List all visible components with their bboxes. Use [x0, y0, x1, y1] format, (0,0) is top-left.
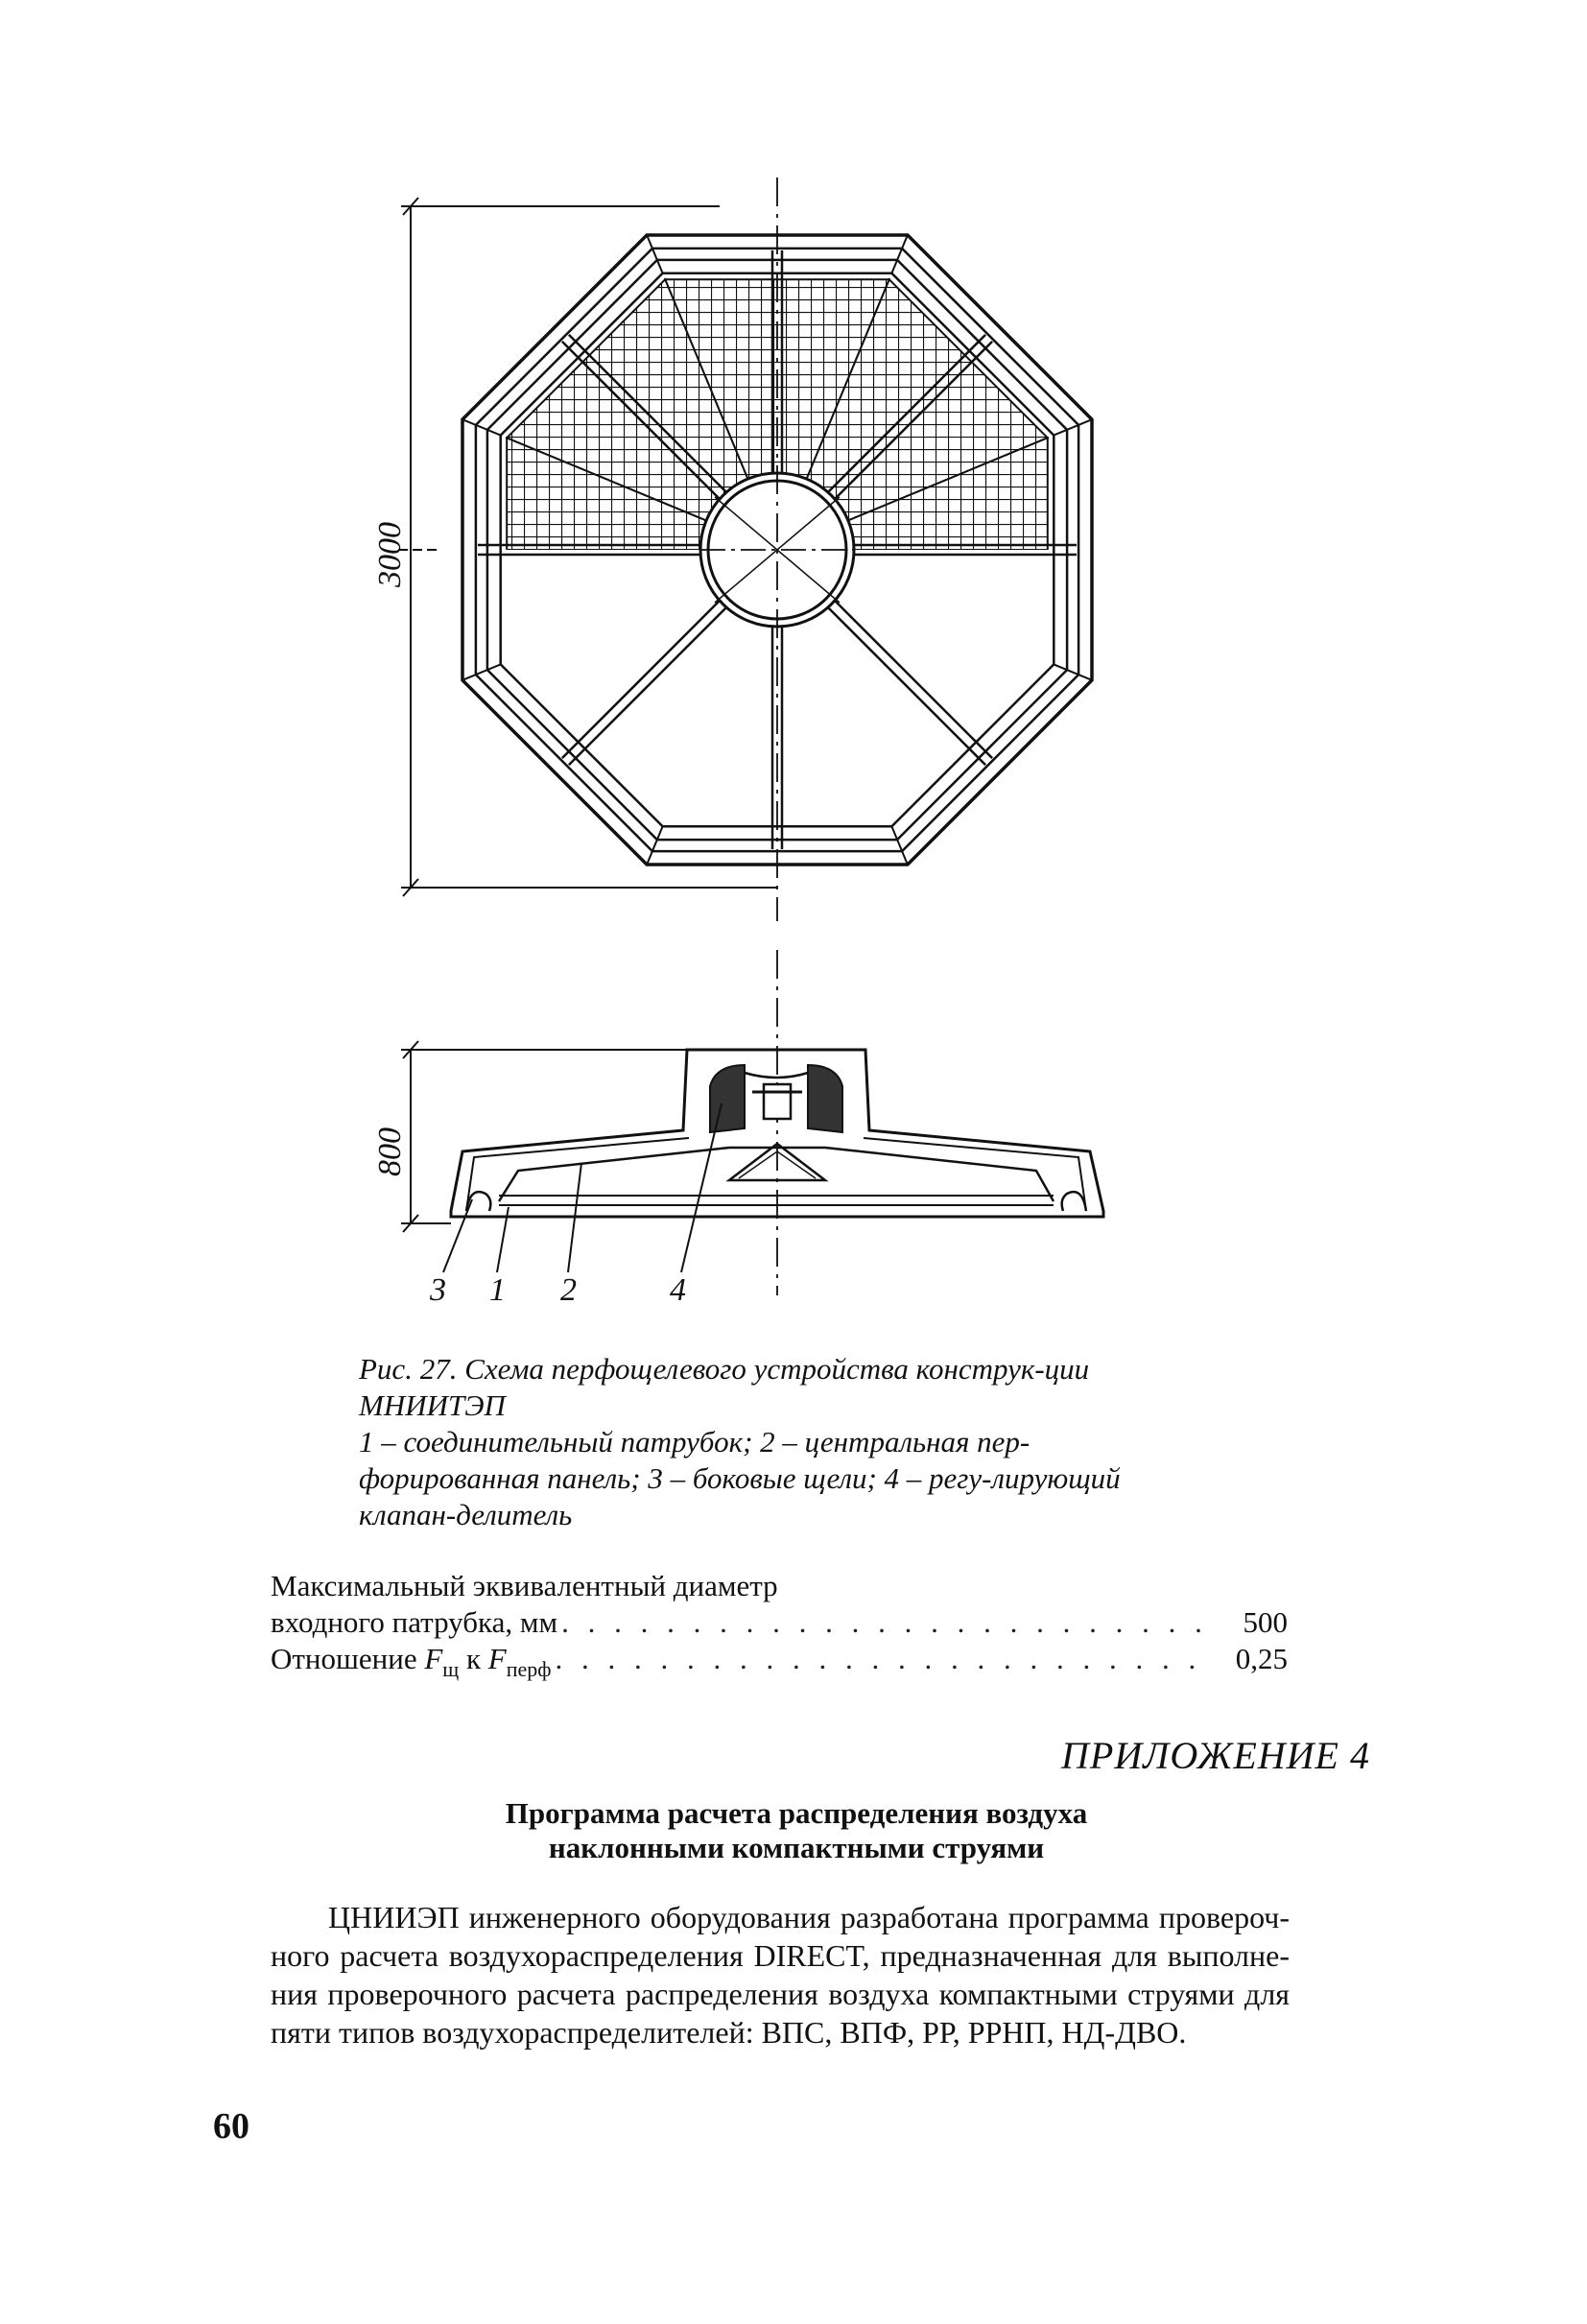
callout-3: 3	[430, 1272, 446, 1308]
leader-dots	[561, 1604, 1217, 1641]
program-title	[288, 1796, 1305, 1865]
body-text: ЦНИИЭП инженерного оборудования разработана программа провероч-ного расчета воздухораспределения DIRECT, предназначенная для выполне-ния проверочного расчета распределения воздуха компактными струями для пяти типов воздухораспределителей: ВПС, ВПФ, РР, РРНП, НД-ДВО.	[271, 1900, 1290, 2050]
ratio-prefix: Отношение	[271, 1642, 417, 1675]
callout-1: 1	[489, 1272, 506, 1308]
appendix-heading: ПРИЛОЖЕНИЕ 4	[1061, 1734, 1370, 1777]
param-diameter-label: входного патрубка, мм	[271, 1605, 558, 1639]
nozzle-wall-right	[808, 1065, 842, 1132]
nozzle-throat	[745, 1073, 808, 1078]
param-line-3	[271, 1641, 1288, 1688]
ratio-sub1: щ	[442, 1657, 460, 1681]
ratio-sub2: перф	[506, 1657, 552, 1681]
radial-rib	[562, 600, 721, 758]
figure-caption	[359, 1351, 1203, 1533]
dimension-3000: 3000	[372, 522, 408, 587]
mesh-panel	[507, 579, 748, 820]
param-ratio-label	[271, 1641, 552, 1688]
section-inner-contour	[466, 1138, 1086, 1211]
leader-4	[681, 1103, 722, 1272]
plan-view	[462, 178, 1092, 921]
param-ratio-value: 0,25	[1235, 1642, 1288, 1675]
side-slot-left	[466, 1192, 490, 1211]
callout-2: 2	[560, 1272, 577, 1308]
ratio-f2: F	[487, 1642, 507, 1675]
mesh-panel	[806, 579, 1048, 820]
body-paragraph	[271, 1898, 1290, 2051]
program-title-line-1: Программа расчета распределения воздуха	[505, 1796, 1088, 1830]
perforated-panel	[499, 1148, 1054, 1201]
param-line-2	[271, 1604, 1288, 1641]
dimension-800: 800	[372, 1127, 408, 1176]
side-slot-right	[1062, 1192, 1086, 1211]
page-number: 60	[213, 2106, 249, 2146]
ratio-f1: F	[424, 1642, 443, 1675]
param-line-1	[271, 1568, 1288, 1604]
radial-rib	[827, 606, 985, 765]
section-view	[451, 950, 1103, 1295]
nozzle-wall-left	[710, 1065, 745, 1132]
leader-dots	[556, 1641, 1217, 1677]
radial-rib	[834, 600, 992, 758]
caption-legend: 1 – соединительный патрубок; 2 – центральная пер-форированная панель; 3 – боковые щели; 4 – регу-лирующий клапан-делитель	[359, 1425, 1121, 1531]
parameters-list	[271, 1568, 1288, 1688]
callout-4: 4	[670, 1272, 686, 1308]
ratio-mid: к	[465, 1642, 482, 1675]
param-diameter-value: 500	[1243, 1605, 1288, 1639]
leader-3	[443, 1199, 472, 1272]
valve-stem	[764, 1084, 791, 1119]
radial-rib	[569, 606, 727, 765]
caption-title: Рис. 27. Схема перфощелевого устройства конструк-ции МНИИТЭП	[359, 1352, 1090, 1422]
program-title-line-2: наклонными компактными струями	[548, 1831, 1045, 1864]
param-diameter-heading: Максимальный эквивалентный диаметр	[271, 1569, 778, 1602]
